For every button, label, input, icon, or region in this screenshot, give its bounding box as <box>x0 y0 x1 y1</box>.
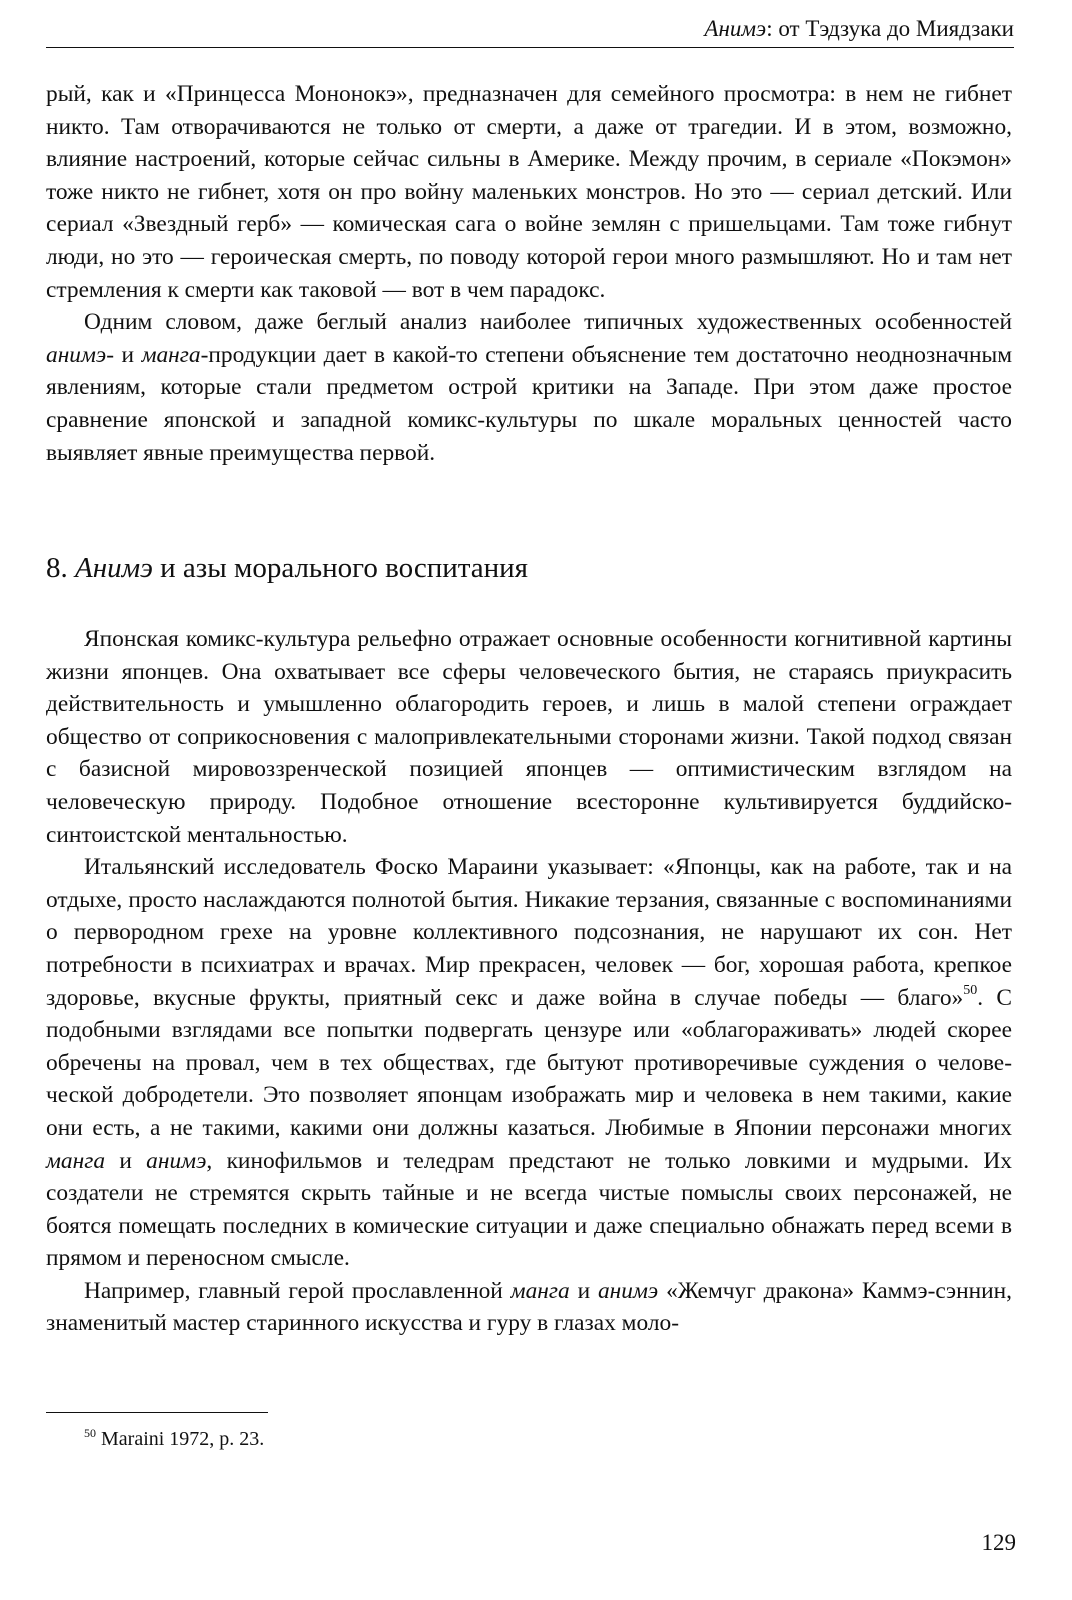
footnote-number: 50 <box>84 1426 96 1440</box>
section-heading <box>46 548 528 588</box>
page-number: 129 <box>981 1530 1016 1555</box>
text-run: - и <box>106 341 142 368</box>
italic-term: манга <box>510 1277 570 1304</box>
text-run: «Жемчуг дракона» Каммэ-сэннин, знаменитый мастер старинного искусства и гуру в глазах моло- <box>46 1277 1012 1337</box>
footnote-reference[interactable]: 50 <box>963 982 978 998</box>
text-block-2 <box>46 623 1012 1340</box>
running-head-rest: : от Тэдзука до Миядзаки <box>766 16 1014 41</box>
text-run: . С подобными взглядами все попытки подвергать цензуре или «облагораживать» людей скорее обречены на провал, чем в тех обществах, где бытуют противоречивые суждения о человеческой добродетели. Это позволяет японцам изображать мир и человека в нем такими, какие они есть, а не такими, какими они должны казаться. Любимые в Японии персонажи многих <box>46 984 1012 1141</box>
italic-term: анимэ <box>146 1147 207 1174</box>
italic-term: манга <box>141 341 201 368</box>
paragraph <box>46 306 1012 469</box>
section-title-italic: Анимэ <box>75 552 153 584</box>
italic-term: манга <box>46 1147 106 1174</box>
footnote <box>84 1426 264 1452</box>
paragraph: Японская комикс-культура рельефно отражает основные особенности когнитивной картины жизни японцев. Она охватывает все сферы человеческого бытия, не стараясь приукрасить действительность и умышленно облагородить героев, и лишь в малой степени ограждает общество от соприкосновения с малопривлекательными сторонами жизни. Такой подход связан с базисной мировоззренческой позицией японцев — оптимистическим взглядом на человеческую природу. Подобное отношение всесторонне культивируется буддийско-синтоистской ментальностью. <box>46 626 1012 848</box>
section-title-rest: и азы морального воспитания <box>152 552 529 584</box>
text-run: -продукции дает в какой-то степени объяснение тем достаточно неоднозначным явлениям, которые стали предметом острой критики на Западе. При этом даже простое сравнение японской и западной комикс-культуры по шкале моральных ценностей часто выявляет явные преимущества первой. <box>46 341 1012 466</box>
paragraph-continued: рый, как и «Принцесса Мононокэ», предназначен для семейного просмотра: в нем не гибнет никто. Там отворачиваются не только от смерти, а даже от трагедии. И в этом, возможно, влияние настроений, которые сейчас сильны в Америке. Между прочим, в сериале «Покэмон» тоже никто не гибнет, хотя он про войну маленьких монстров. Но это — сериал детский. Или сериал «Звездный герб» — комическая сага о войне землян с пришельцами. Там тоже гибнут люди, но это — героическая смерть, по поводу которой герои много размышляют. Но и там нет стремления к смерти как таковой — вот в чем парадокс. <box>46 81 1012 303</box>
text-run: Одним словом, даже беглый анализ наиболее типичных художественных особенностей <box>84 309 1012 336</box>
paragraph <box>46 851 1012 1275</box>
text-run: Итальянский исследователь Фоско Мараини указывает: «Японцы, как на работе, так и на отдыхе, просто наслаждаются полнотой бытия. Никакие терзания, связанные с воспоминаниями о первородном грехе на уровне коллективного подсознания, не нарушают их сон. Нет потребности в психиатрах и врачах. Мир прекрасен, человек — бог, хорошая работа, крепкое здоровье, вкусные фрукты, приятный секс и даже война в случае победы — благо» <box>46 854 1012 1011</box>
text-run: и <box>569 1277 598 1304</box>
footnote-rule <box>46 1412 268 1413</box>
text-run: Например, главный герой прославленной <box>84 1277 511 1304</box>
italic-term: анимэ <box>597 1277 659 1304</box>
italic-term: анимэ <box>46 341 107 368</box>
text-run: , кинофильмов и теледрам предстают не только ловкими и мудрыми. Их создатели не стремятся скрыть тайные и не всегда чистые помыслы своих персонажей, не боятся помещать последних в комические ситуации и даже специально обнажать перед всеми в прямом и переносном смысле. <box>46 1147 1012 1272</box>
header-rule <box>46 47 1014 48</box>
running-head-italic: Анимэ <box>704 16 767 41</box>
text-run: и <box>105 1147 147 1174</box>
text-block-1 <box>46 78 1012 469</box>
paragraph <box>46 1275 1012 1340</box>
running-head <box>704 14 1014 44</box>
footnote-text: Maraini 1972, p. 23. <box>96 1428 265 1450</box>
section-number: 8. <box>46 552 75 584</box>
